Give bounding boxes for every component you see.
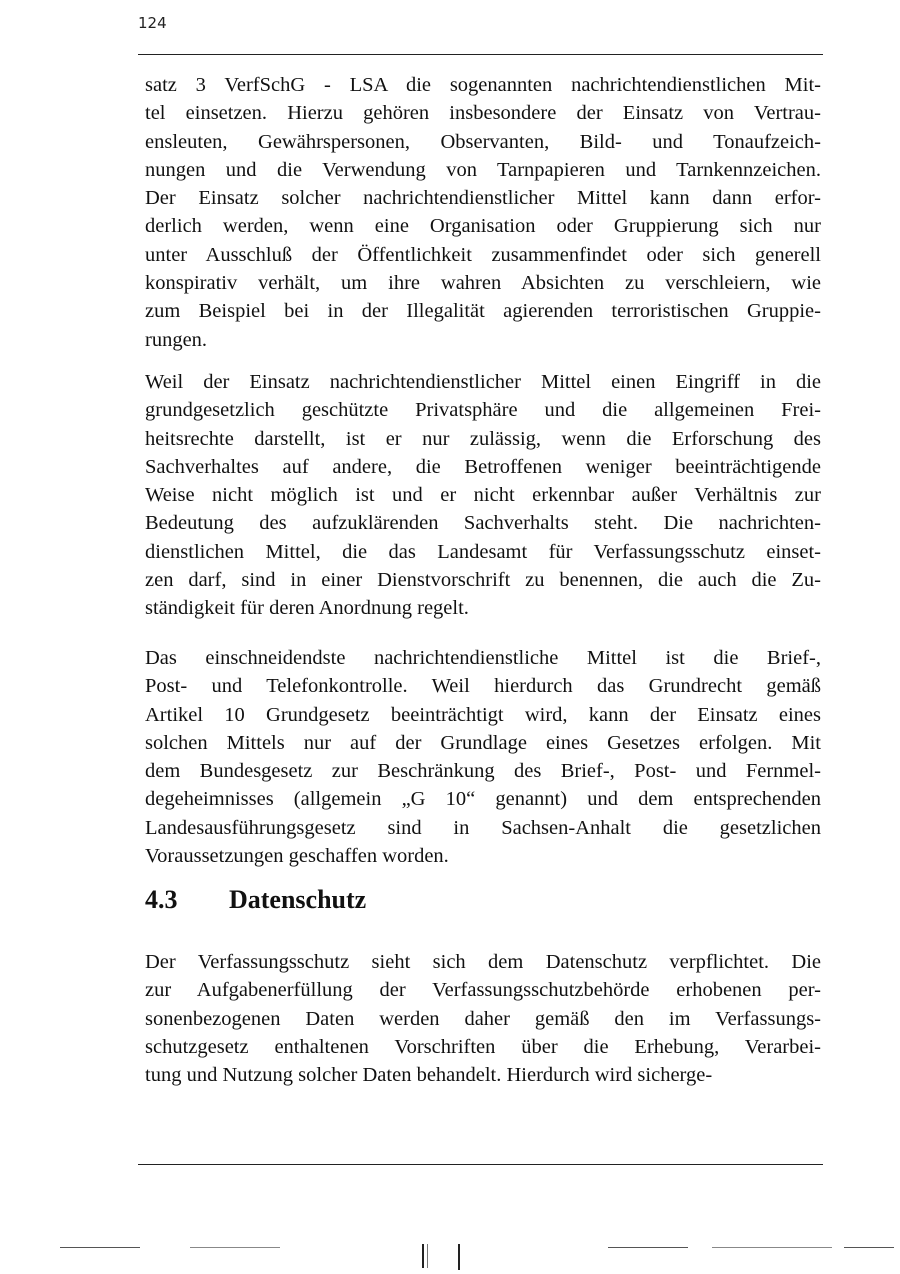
- paragraph-datenschutz: [145, 948, 821, 1089]
- page-number: 124: [138, 14, 167, 32]
- scan-artifact-line: [608, 1247, 688, 1248]
- text-line: unter Ausschluß der Öffentlichkeit zusammenfindet oder sich generell: [145, 243, 821, 266]
- scan-artifact-bar: [458, 1244, 460, 1270]
- text-line: zum Beispiel bei in der Illegalität agierenden terroristischen Gruppie-: [145, 300, 821, 323]
- text-line: konspirativ verhält, um ihre wahren Absichten zu verschleiern, wie: [145, 272, 821, 295]
- text-line: zur Aufgabenerfüllung der Verfassungsschutzbehörde erhobenen per-: [145, 979, 821, 1002]
- section-number: 4.3: [145, 885, 178, 914]
- text-line: degeheimnisses (allgemein „G 10“ genannt) und dem entsprechenden: [145, 788, 821, 811]
- text-line: ständigkeit für deren Anordnung regelt.: [145, 597, 469, 620]
- text-line: Weil der Einsatz nachrichtendienstlicher Mittel einen Eingriff in die: [145, 371, 821, 393]
- paragraph-nachrichtendienstliche-mittel: [145, 71, 821, 354]
- text-line: heitsrechte darstellt, ist er nur zulässig, wenn die Erforschung des: [145, 427, 821, 450]
- scan-artifact-line: [60, 1247, 140, 1248]
- paragraph-brief-post-telefonkontrolle: [145, 644, 821, 870]
- text-line: Artikel 10 Grundgesetz beeinträchtigt wird, kann der Einsatz eines: [145, 703, 821, 726]
- text-line: zen darf, sind in einer Dienstvorschrift zu benennen, die auch die Zu-: [145, 569, 821, 592]
- text-line: satz 3 VerfSchG - LSA die sogenannten nachrichtendienstlichen Mit-: [145, 74, 821, 96]
- text-line: nungen und die Verwendung von Tarnpapieren und Tarnkennzeichen.: [145, 158, 821, 181]
- paragraph-eingriff-privatsphaere: [145, 368, 821, 623]
- text-line: Weise nicht möglich ist und er nicht erkennbar außer Verhältnis zur: [145, 484, 821, 507]
- section-title: Datenschutz: [229, 885, 367, 914]
- text-line: Voraussetzungen geschaffen worden.: [145, 845, 449, 868]
- text-line: tung und Nutzung solcher Daten behandelt. Hierdurch wird sicherge-: [145, 1064, 713, 1087]
- scan-artifact-line: [712, 1247, 832, 1248]
- scan-artifact-line: [844, 1247, 894, 1248]
- text-line: sonenbezogenen Daten werden daher gemäß den im Verfassungs-: [145, 1007, 821, 1030]
- text-line: ensleuten, Gewährspersonen, Observanten, Bild- und Tonaufzeich-: [145, 130, 821, 153]
- text-line: dem Bundesgesetz zur Beschränkung des Brief-, Post- und Fernmel-: [145, 760, 821, 783]
- text-line: solchen Mittels nur auf der Grundlage eines Gesetzes erfolgen. Mit: [145, 731, 821, 754]
- text-line: tel einsetzen. Hierzu gehören insbesondere der Einsatz von Vertrau-: [145, 102, 821, 125]
- text-line: Das einschneidendste nachrichtendienstliche Mittel ist die Brief-,: [145, 647, 821, 669]
- text-line: derlich werden, wenn eine Organisation oder Gruppierung sich nur: [145, 215, 821, 238]
- header-rule: [138, 54, 823, 55]
- text-line: Sachverhaltes auf andere, die Betroffenen weniger beeinträchtigende: [145, 455, 821, 478]
- text-line: Der Verfassungsschutz sieht sich dem Datenschutz verpflichtet. Die: [145, 951, 821, 973]
- text-line: grundgesetzlich geschützte Privatsphäre und die allgemeinen Frei-: [145, 399, 821, 422]
- text-line: Post- und Telefonkontrolle. Weil hierdurch das Grundrecht gemäß: [145, 675, 821, 698]
- scan-artifact-bar: [427, 1244, 428, 1268]
- section-heading: [145, 885, 366, 915]
- scan-artifact-bar: [422, 1244, 424, 1268]
- scan-artifact-line: [190, 1247, 280, 1248]
- text-line: Bedeutung des aufzuklärenden Sachverhalts steht. Die nachrichten-: [145, 512, 821, 535]
- text-line: dienstlichen Mittel, die das Landesamt für Verfassungsschutz einset-: [145, 540, 821, 563]
- text-line: Landesausführungsgesetz sind in Sachsen-Anhalt die gesetzlichen: [145, 816, 821, 839]
- footer-rule: [138, 1164, 823, 1165]
- text-line: rungen.: [145, 328, 208, 351]
- text-line: schutzgesetz enthaltenen Vorschriften über die Erhebung, Verarbei-: [145, 1035, 821, 1058]
- text-line: Der Einsatz solcher nachrichtendienstlicher Mittel kann dann erfor-: [145, 187, 821, 210]
